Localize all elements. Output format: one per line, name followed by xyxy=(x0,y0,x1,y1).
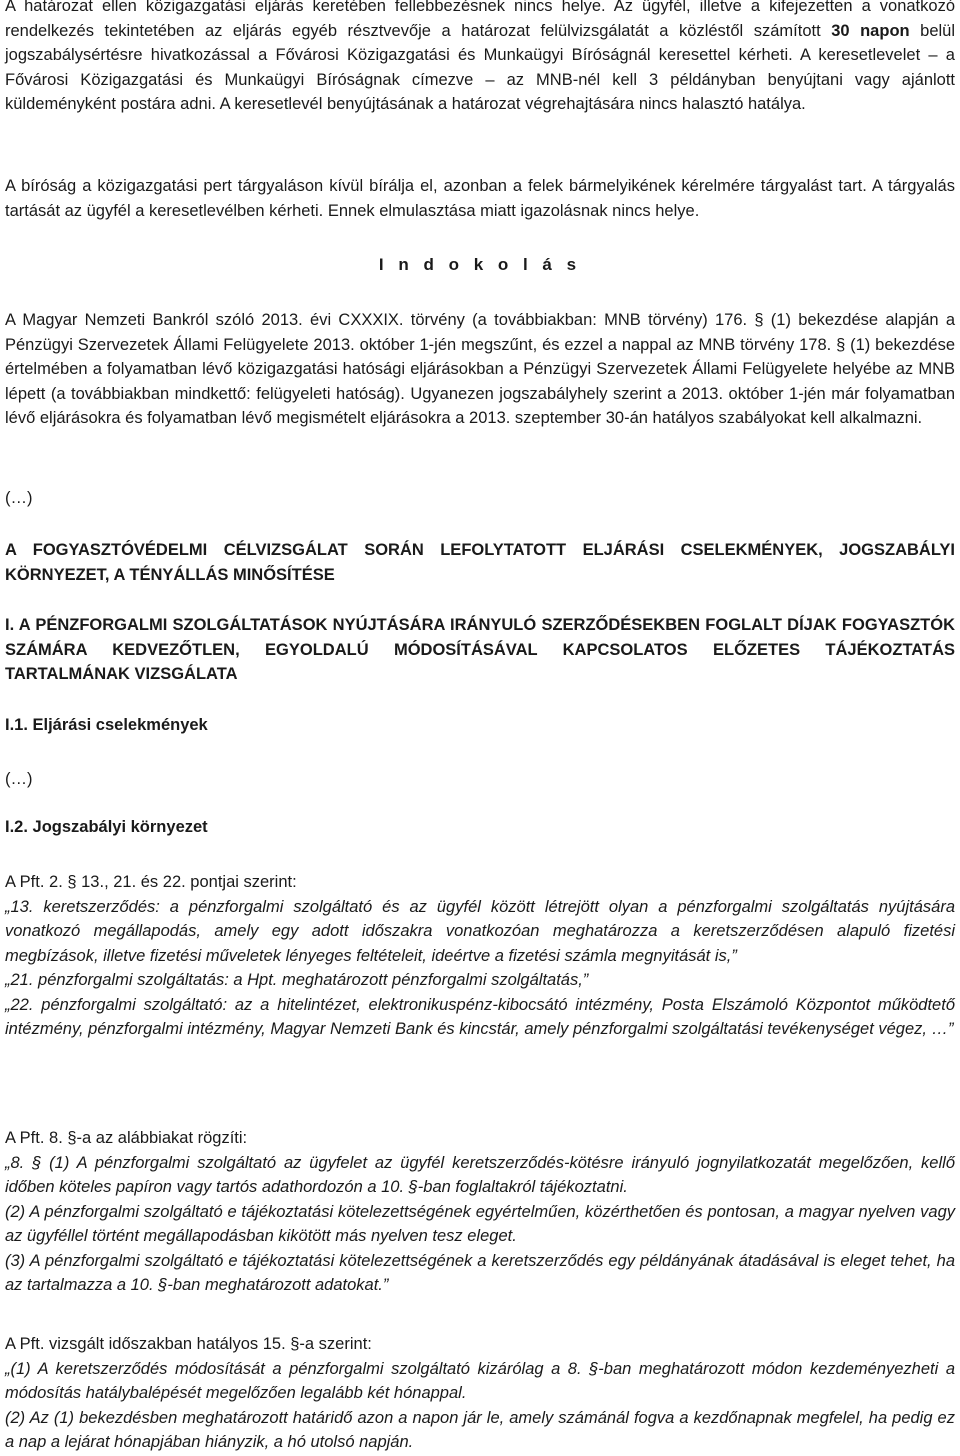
section-i-heading: I. A PÉNZFORGALMI SZOLGÁLTATÁSOK NYÚJTÁSÁRA IRÁNYULÓ SZERZŐDÉSEKBEN FOGLALT DÍJAK FOGYASZTÓK SZÁMÁRA KEDVEZŐTLEN, EGYOLDALÚ MÓDOSÍTÁSÁVAL KAPCSOLATOS ELŐZETES TÁJÉKOZTATÁS TARTALMÁNAK VIZSGÁLATA xyxy=(5,616,955,683)
mnb-law-paragraph: A Magyar Nemzeti Bankról szóló 2013. évi CXXXIX. törvény (a továbbiakban: MNB törvény) 176. § (1) bekezdése alapján a Pénzügyi Szervezetek Állami Felügyelete 2013. október 1-jén megszűnt, és ezzel a nappal az MNB törvény 178. § (1) bekezdése értelmében a folyamatban lévő közigazgatási hatósági eljárásokban a Pénzügyi Szervezetek Állami Felügyelete helyébe az MNB lépett (a továbbiakban mindkettő: felügyeleti hatóság). Ugyanezen jogszabályhely szerint a 2013. október 1-jén már folyamatban lévő eljárásokra és folyamatban lévő megismételt eljárásokra a 2013. szeptember 30-án hatályos szabályokat kell alkalmazni. xyxy=(5,311,955,427)
pft-8-para-3: (3) A pénzforgalmi szolgáltató e tájékoztatási kötelezettségének a keretszerződés egy példányának átadásával is eleget tehet, ha az tartalmazza a 10. §-ban meghatározott adatokat.” xyxy=(5,1251,955,1294)
subsection-i1-heading: I.1. Eljárási cselekmények xyxy=(5,716,208,734)
definition-22: „22. pénzforgalmi szolgáltató: az a hitelintézet, elektronikuspénz-kibocsátó intézmény, Posta Elszámoló Központot működtető intézmény, pénzforgalmi intézmény, Magyar Nemzeti Bank és kincstár, amely pénzforgalmi szolgáltatási tevékenységet végez, …” xyxy=(5,995,955,1038)
indoklas-heading: I n d o k o l á s xyxy=(378,255,582,274)
definition-13: „13. keretszerződés: a pénzforgalmi szolgáltató és az ügyfél között létrejött olyan a pénzforgalmi szolgáltatás nyújtására vonatkozó megállapodás, amely egy adott időszakra vonatkozóan meghatározza a keretszerződésen alapuló fizetési megbízások, illetve fizetési műveletek lényeges feltételeit, ideértve a fizetési számla megnyitását is,” xyxy=(5,897,955,965)
court-paragraph: A bíróság a közigazgatási pert tárgyaláson kívül bírálja el, azonban a felek bármelyikének kérelmére tárgyalást tart. A tárgyalás tartását az ügyfél a keresetlevélben kérheti. Ennek elmulasztása miatt igazolásnak nincs helye. xyxy=(5,177,955,220)
main-section-heading: A FOGYASZTÓVÉDELMI CÉLVIZSGÁLAT SORÁN LEFOLYTATOTT ELJÁRÁSI CSELEKMÉNYEK, JOGSZABÁLYI KÖRNYEZET, A TÉNYÁLLÁS MINŐSÍTÉSE xyxy=(5,541,955,584)
omission-marker: (…) xyxy=(5,770,33,788)
subsection-i2-heading: I.2. Jogszabályi környezet xyxy=(5,818,208,836)
pft-15-para-2: (2) Az (1) bekezdésben meghatározott határidő azon a napon jár le, amely számánál fogva a kezdőnapnak megfelel, ha pedig ez a nap a lejárat hónapjában hiányzik, a hó utolsó napján. xyxy=(5,1408,955,1451)
pft-8-intro: A Pft. 8. §-a az alábbiakat rögzíti: xyxy=(5,1129,248,1147)
pft-8-block xyxy=(5,1126,955,1298)
pft-15-intro: A Pft. vizsgált időszakban hatályos 15. §-a szerint: xyxy=(5,1335,372,1353)
pft-15-block xyxy=(5,1332,955,1455)
pft-15-para-1: „(1) A keretszerződés módosítását a pénzforgalmi szolgáltató kizárólag a 8. §-ban meghatározott módon kezdeményezheti a módosítás hatálybalépését megelőzően legalább két hónappal. xyxy=(5,1359,955,1402)
appeal-text-part2: belül jogszabálysértésre hivatkozással a Fővárosi Közigazgatási és Munkaügyi Bíróságnál keresettel kérheti. A keresetlevelet – a Fővárosi Közigazgatási és Munkaügyi Bíróságnak címezve – az MNB-nél kell 3 példányban benyújtani vagy ajánlott küldeményként postára adni. A keresetlevél benyújtásának a határozat végrehajtására nincs halasztó hatálya. xyxy=(5,21,956,113)
definition-21: „21. pénzforgalmi szolgáltatás: a Hpt. meghatározott pénzforgalmi szolgáltatás,” xyxy=(5,971,589,989)
omission-marker: (…) xyxy=(5,489,33,507)
appeal-text-part1: A határozat ellen közigazgatási eljárás keretében fellebbezésnek nincs helye. Az ügyfél, illetve a kifejezetten a vonatkozó rendelkezés tekintetében az eljárás egyéb résztvevője a határozat felülvizsgálatát a közléstől számított xyxy=(5,0,955,40)
pft-8-para-2: (2) A pénzforgalmi szolgáltató e tájékoztatási kötelezettségének egyértelműen, közérthetően és pontosan, a magyar nyelven vagy az ügyféllel történt megállapodásban kikötött más nyelven tesz eleget. xyxy=(5,1202,955,1245)
pft-definitions-intro: A Pft. 2. § 13., 21. és 22. pontjai szerint: xyxy=(5,873,297,891)
appeal-paragraph xyxy=(5,0,955,117)
pft-definitions-block xyxy=(5,870,955,1042)
pft-8-para-1: „8. § (1) A pénzforgalmi szolgáltató az ügyfelet az ügyfél keretszerződés-kötésre irányuló jognyilatkozatát megelőzően, kellő időben köteles papíron vagy tartós adathordozón a 10. §-ban foglaltakról tájékoztatni. xyxy=(5,1153,955,1196)
deadline-bold: 30 napon xyxy=(831,21,910,40)
